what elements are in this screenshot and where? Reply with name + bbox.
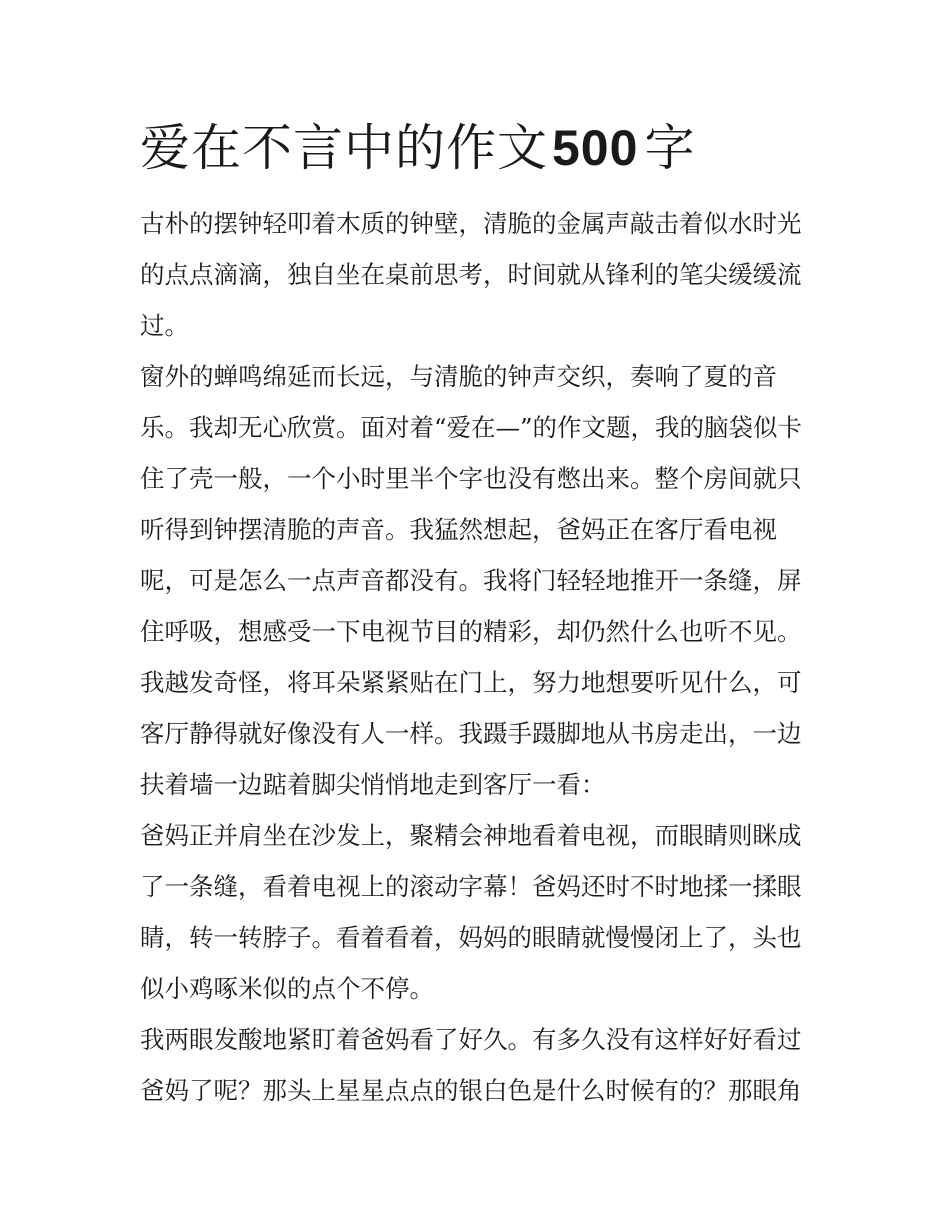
text-line: 爸妈了呢？那头上星星点点的银白色是什么时候有的？那眼角 (140, 1076, 802, 1105)
text-line: 窗外的蝉鸣绵延而长远，与清脆的钟声交织，奏响了夏的音 (140, 362, 777, 391)
text-line: 似小鸡啄米似的点个不停。 (140, 974, 434, 1003)
title-number: 500 (552, 120, 639, 176)
text-line: 我越发奇怪，将耳朵紧紧贴在门上，努力地想要听见什么，可 (140, 668, 802, 697)
text-line: 过。 (140, 311, 189, 340)
text-line: 古朴的摆钟轻叩着木质的钟壁，清脆的金属声敲击着似水时光 (140, 209, 802, 238)
text-line: 住呼吸，想感受一下电视节目的精彩，却仍然什么也听不见。 (140, 617, 802, 646)
text-line: 的点点滴滴，独自坐在桌前思考，时间就从锋利的笔尖缓缓流 (140, 260, 802, 289)
document-title (140, 118, 695, 178)
title-prefix: 爱在不言中的作文 (140, 119, 548, 177)
text-line: 乐。我却无心欣赏。面对着“爱在—”的作文题，我的脑袋似卡 (140, 413, 803, 442)
text-line: 听得到钟摆清脆的声音。我猛然想起，爸妈正在客厅看电视 (140, 515, 777, 544)
document-body (140, 198, 820, 1116)
text-line: 了一条缝，看着电视上的滚动字幕！爸妈还时不时地揉一揉眼 (140, 872, 802, 901)
text-line: 爸妈正并肩坐在沙发上，聚精会神地看着电视，而眼睛则眯成 (140, 821, 802, 850)
text-line: 睛，转一转脖子。看着看着，妈妈的眼睛就慢慢闭上了，头也 (140, 923, 802, 952)
text-line: 扶着墙一边踮着脚尖悄悄地走到客厅一看： (140, 770, 606, 799)
title-suffix: 字 (644, 119, 696, 177)
text-line: 客厅静得就好像没有人一样。我蹑手蹑脚地从书房走出，一边 (140, 719, 802, 748)
text-line: 住了壳一般，一个小时里半个字也没有憋出来。整个房间就只 (140, 464, 802, 493)
text-line: 呢，可是怎么一点声音都没有。我将门轻轻地推开一条缝，屏 (140, 566, 802, 595)
text-line: 我两眼发酸地紧盯着爸妈看了好久。有多久没有这样好好看过 (140, 1025, 802, 1054)
